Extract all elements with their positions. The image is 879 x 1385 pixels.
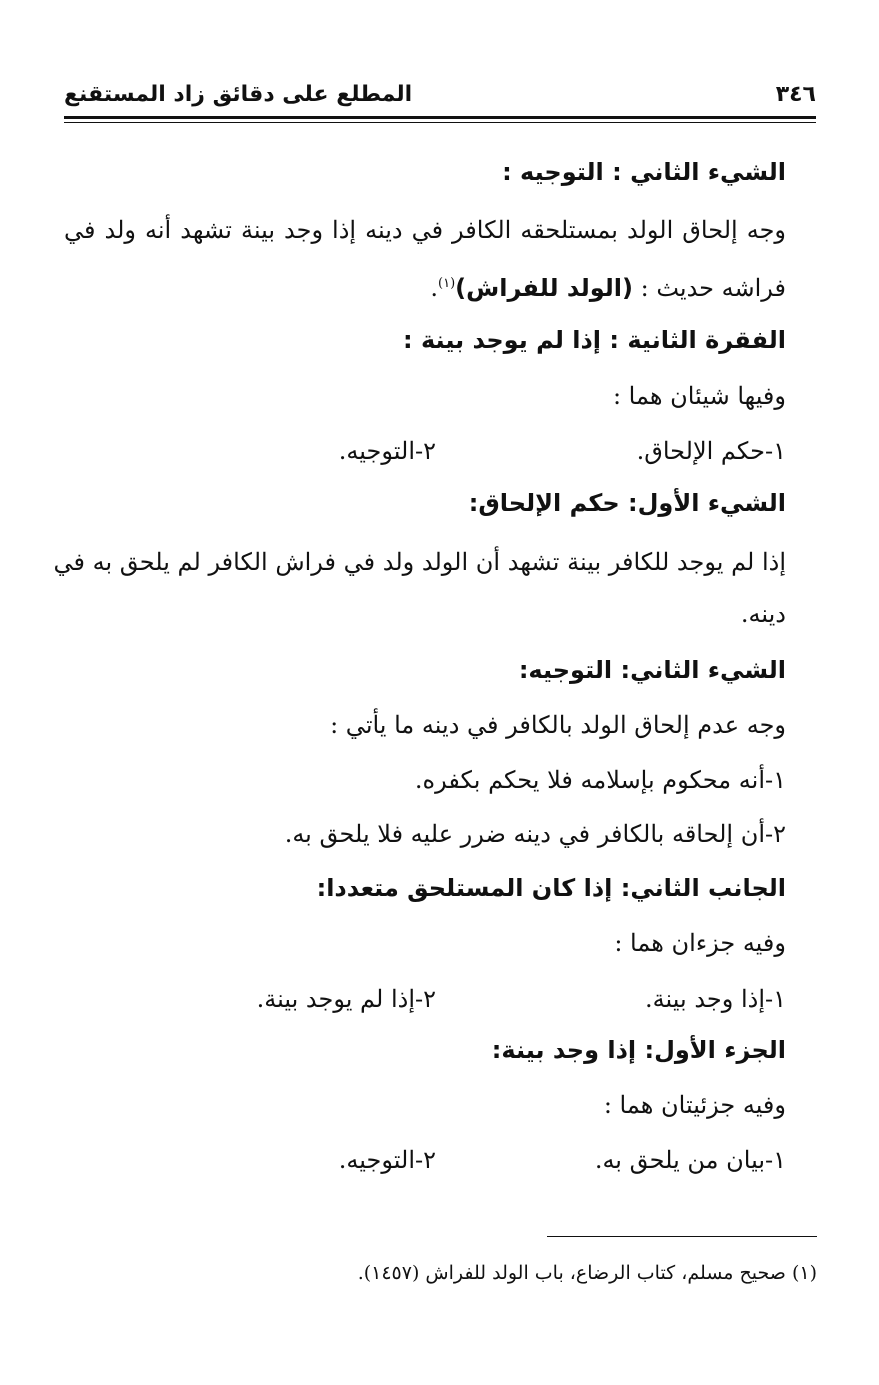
- section-heading: الشيء الأول: حكم الإلحاق:: [468, 489, 786, 517]
- footnote-separator: [547, 1236, 817, 1237]
- paragraph-line: وفيها شيئان هما :: [612, 382, 786, 410]
- header-rule-thin: [64, 122, 816, 123]
- text-span: فراشه حديث :: [632, 274, 786, 302]
- list-item: ١-حكم الإلحاق.: [636, 437, 786, 465]
- paragraph-line: دينه.: [740, 600, 786, 628]
- list-item: ١-بيان من يلحق به.: [594, 1146, 786, 1174]
- hadith-quote: (الولد للفراش): [455, 274, 633, 302]
- list-item: ٢-التوجيه.: [338, 437, 436, 465]
- paragraph-line: إذا لم يوجد للكافر بينة تشهد أن الولد ولد في فراش الكافر لم يلحق به في: [53, 548, 786, 576]
- list-item: ٢-التوجيه.: [338, 1146, 436, 1174]
- section-heading: الشيء الثاني: التوجيه:: [518, 656, 786, 684]
- list-item: ١-أنه محكوم بإسلامه فلا يحكم بكفره.: [414, 766, 786, 794]
- paragraph-line: وجه إلحاق الولد بمستلحقه الكافر في دينه إذا وجد بينة تشهد أنه ولد في: [64, 216, 786, 244]
- paragraph-line: وفيه جزئيتان هما :: [603, 1091, 786, 1119]
- running-header: [64, 82, 816, 114]
- section-heading: الجزء الأول: إذا وجد بينة:: [491, 1036, 786, 1064]
- footnote-ref: (١): [438, 276, 456, 291]
- paragraph-line: [430, 266, 786, 306]
- list-item: ٢-أن إلحاقه بالكافر في دينه ضرر عليه فلا يلحق به.: [284, 820, 786, 848]
- list-item: ١-إذا وجد بينة.: [645, 985, 786, 1013]
- list-item: ٢-إذا لم يوجد بينة.: [256, 985, 436, 1013]
- page-number: ٣٤٦: [775, 82, 816, 107]
- paragraph-line: وجه عدم إلحاق الولد بالكافر في دينه ما يأتي :: [330, 711, 786, 739]
- paragraph-line: وفيه جزءان هما :: [614, 929, 786, 957]
- header-rule-thick: [64, 116, 816, 119]
- book-title: المطلع على دقائق زاد المستقنع: [64, 82, 413, 107]
- section-heading: الجانب الثاني: إذا كان المستلحق متعددا:: [316, 874, 786, 902]
- footnote: (١) صحيح مسلم، كتاب الرضاع، باب الولد للفراش (١٤٥٧).: [357, 1262, 817, 1284]
- section-heading: الشيء الثاني : التوجيه :: [502, 158, 786, 186]
- section-heading: الفقرة الثانية : إذا لم يوجد بينة :: [403, 326, 786, 354]
- text-span: .: [430, 274, 439, 302]
